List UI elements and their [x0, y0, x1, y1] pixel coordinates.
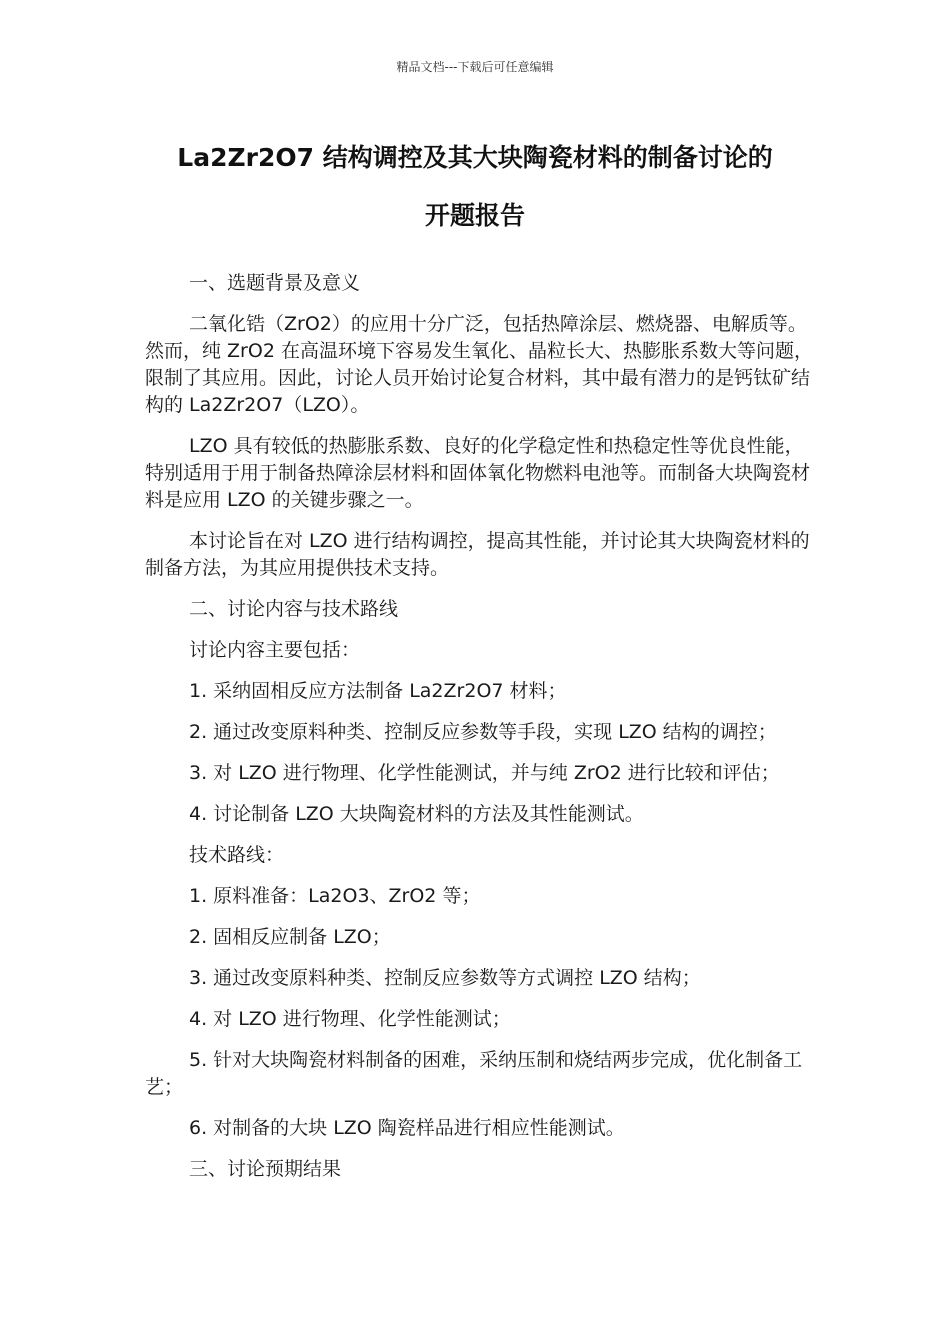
content-item-1: 1. 采纳固相反应方法制备 La2Zr2O7 材料；: [189, 680, 567, 702]
content-intro: 讨论内容主要包括：: [189, 639, 361, 661]
content-item-3: 3. 对 LZO 进行物理、化学性能测试，并与纯 ZrO2 进行比较和评估；: [189, 762, 780, 784]
route-item-6: 6. 对制备的大块 LZO 陶瓷样品进行相应性能测试。: [189, 1117, 625, 1139]
paragraph-lzo-properties: LZO 具有较低的热膨胀系数、良好的化学稳定性和热稳定性等优良性能，特别适用于用于制备热障涂层材料和固体氧化物燃料电池等。而制备大块陶瓷材料是应用 LZO 的关键步骤之一。: [145, 435, 811, 511]
paragraph-research-aim: 本讨论旨在对 LZO 进行结构调控，提高其性能，并讨论其大块陶瓷材料的制备方法，为其应用提供技术支持。: [145, 530, 810, 579]
header-note: 精品文档---下载后可任意编辑: [396, 60, 554, 74]
content-item-2: 2. 通过改变原料种类、控制反应参数等手段，实现 LZO 结构的调控；: [189, 721, 777, 743]
route-intro: 技术路线：: [189, 844, 285, 866]
document-body: [145, 270, 815, 1197]
route-item-4: 4. 对 LZO 进行物理、化学性能测试；: [189, 1008, 511, 1030]
section-heading-content: 二、讨论内容与技术路线: [189, 598, 399, 620]
document-title-line-2: 开题报告: [424, 201, 525, 230]
content-item-4: 4. 讨论制备 LZO 大块陶瓷材料的方法及其性能测试。: [189, 803, 644, 825]
document-title-line-1: La2Zr2O7 结构调控及其大块陶瓷材料的制备讨论的: [177, 143, 773, 172]
section-heading-expected-results: 三、讨论预期结果: [189, 1158, 342, 1180]
paragraph-zro2-intro: 二氧化锆（ZrO2）的应用十分广泛，包括热障涂层、燃烧器、电解质等。然而，纯 ZrO2 在高温环境下容易发生氧化、晶粒长大、热膨胀系数大等问题，限制了其应用。因此，讨论人员开始讨论复合材料，其中最有潜力的是钙钛矿结构的 La2Zr2O7（LZO）。: [145, 313, 813, 416]
route-item-2: 2. 固相反应制备 LZO；: [189, 926, 391, 948]
route-item-3: 3. 通过改变原料种类、控制反应参数等方式调控 LZO 结构；: [189, 967, 701, 989]
route-item-5: 5. 针对大块陶瓷材料制备的困难，采纳压制和烧结两步完成，优化制备工艺；: [145, 1049, 803, 1098]
section-heading-background: 一、选题背景及意义: [189, 272, 361, 294]
route-item-1: 1. 原料准备：La2O3、ZrO2 等；: [189, 885, 481, 907]
